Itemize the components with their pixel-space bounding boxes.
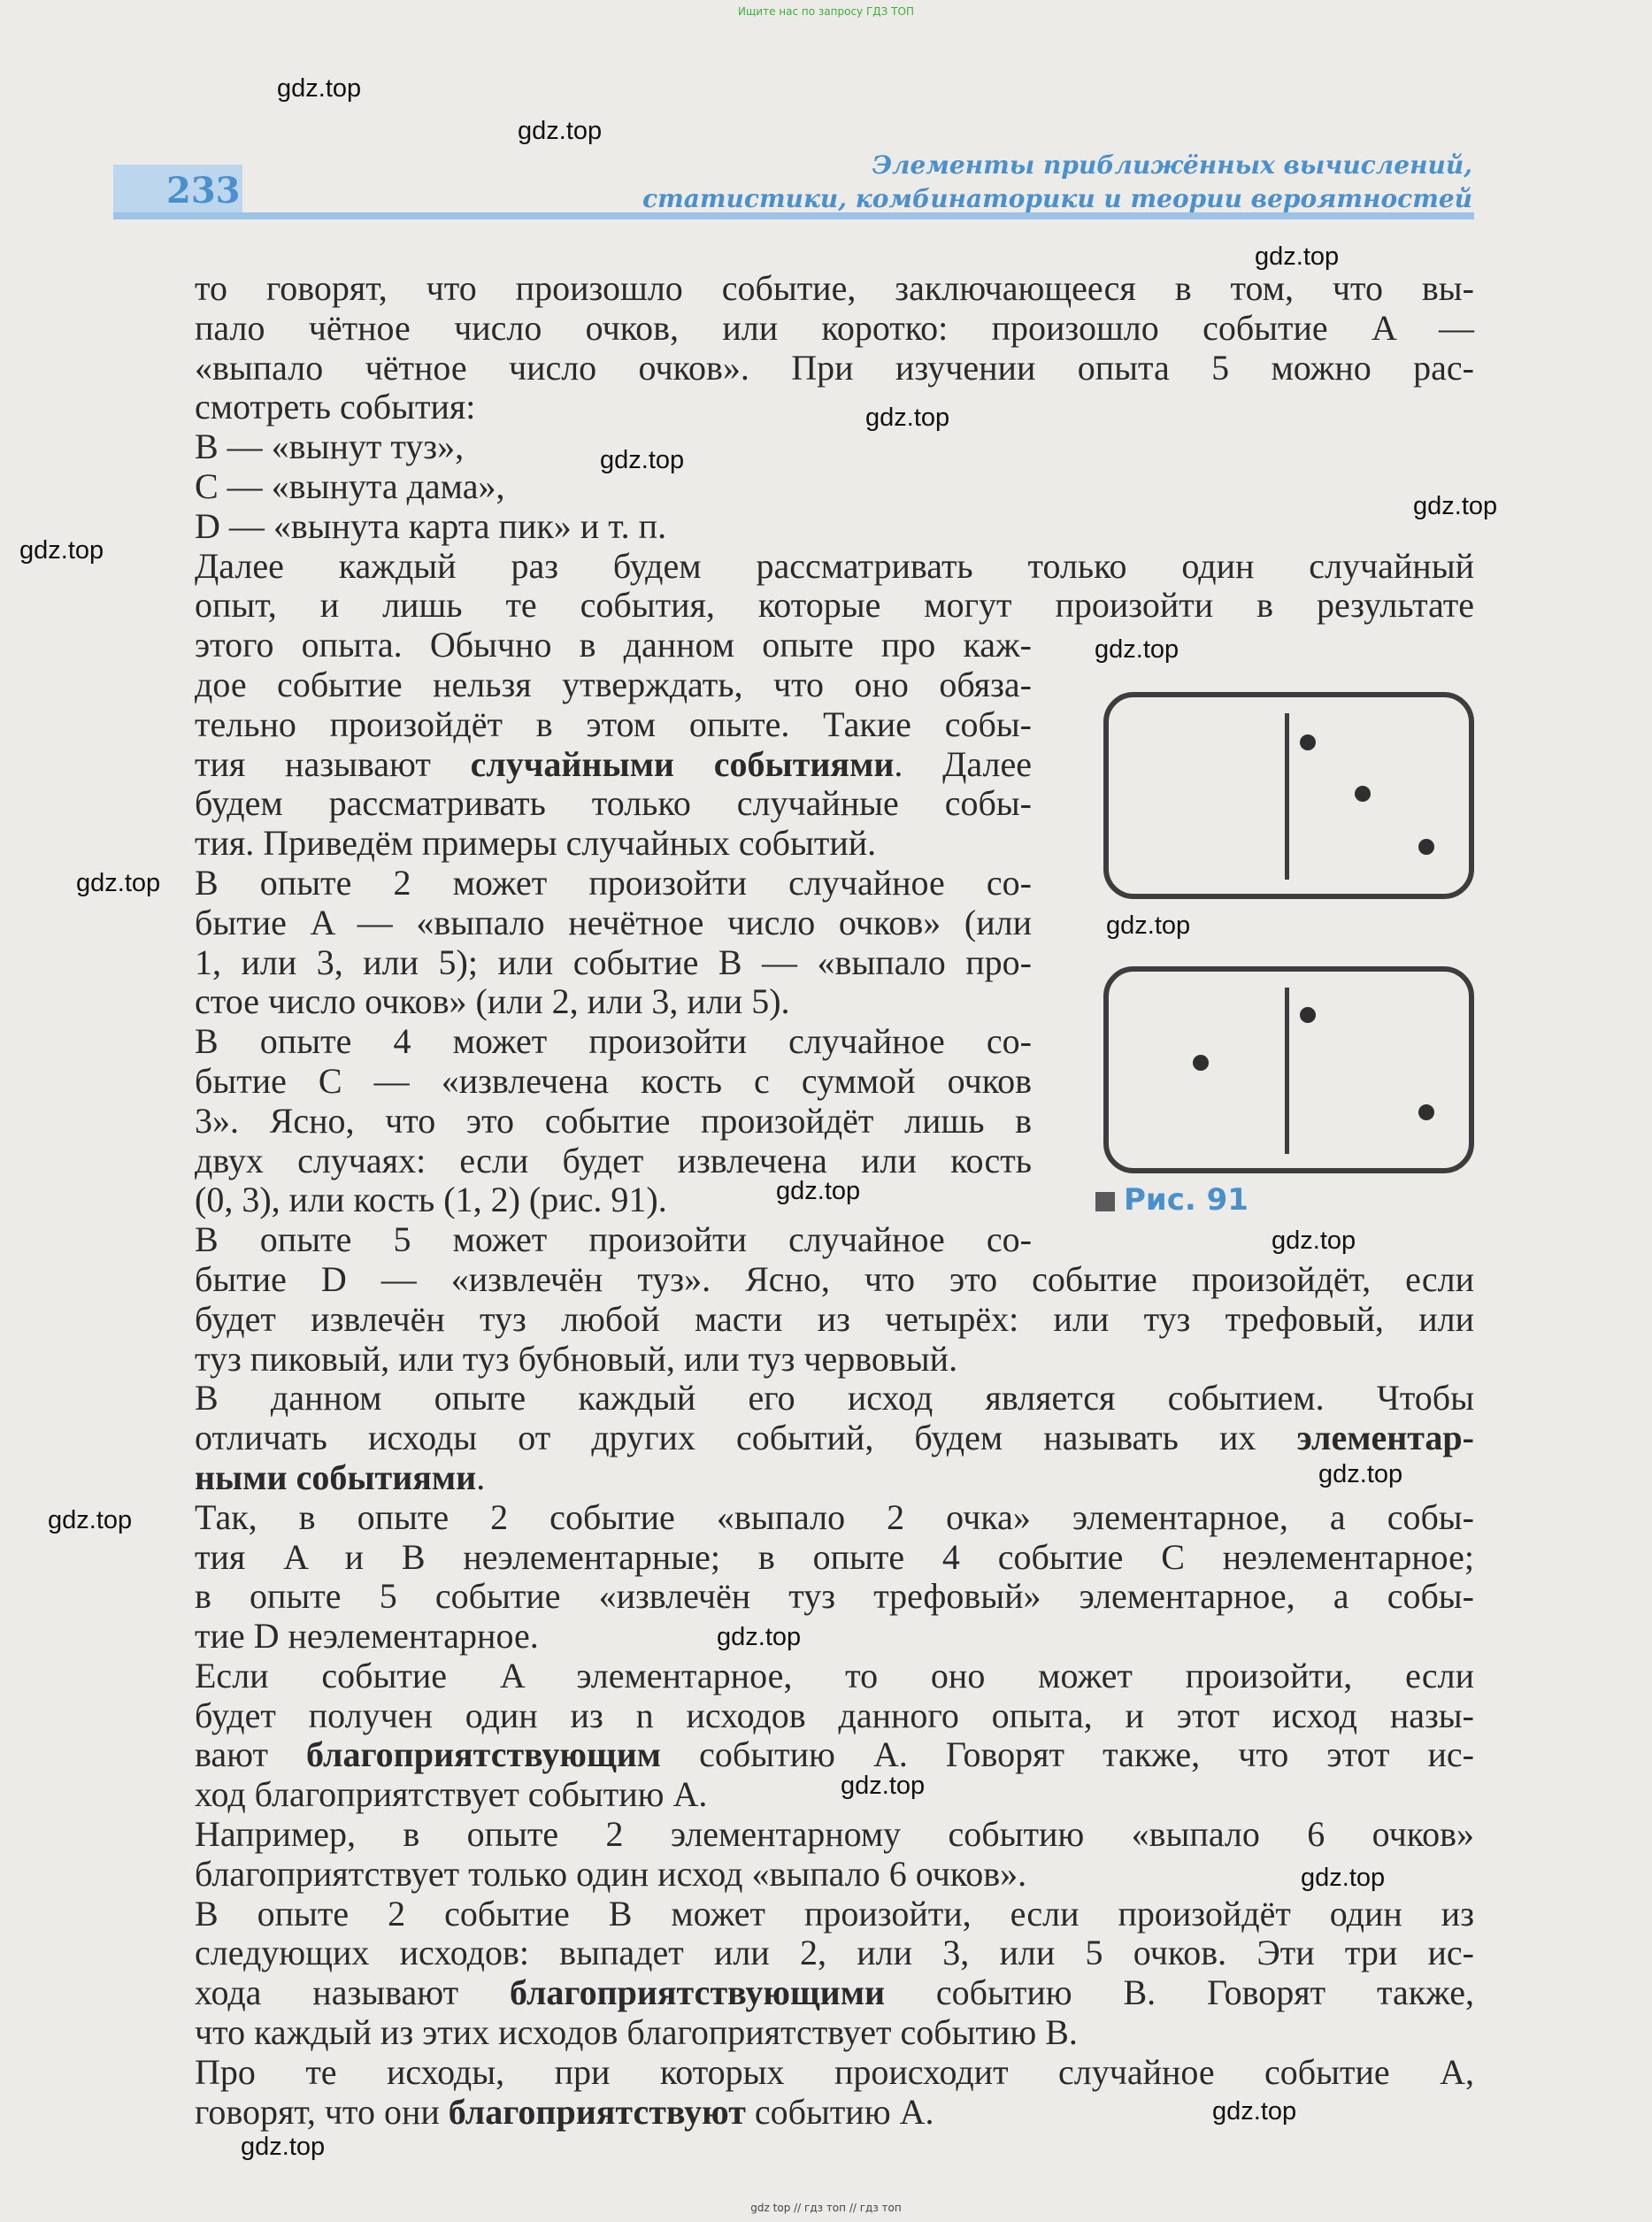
text-line: Далее каждый раз будем рассматривать только один случайный [195, 545, 1474, 586]
watermark: gdz.top [600, 446, 685, 474]
text-line [195, 1973, 1474, 2013]
text-line: бытие C — «извлечена кость с суммой очков [195, 1060, 1032, 1101]
text-line: В опыте 2 может произойти случайное со- [195, 862, 1032, 903]
text-line: (0, 3), или кость (1, 2) (рис. 91). [195, 1180, 667, 1220]
text-line: что каждый из этих исходов благоприятствует событию B. [195, 2012, 1078, 2053]
text-line: смотреть события: [195, 387, 476, 427]
text-span: событию A. Говорят также, что этот ис- [661, 1734, 1474, 1775]
text-line: дое событие нельзя утверждать, что оно обяза- [195, 664, 1032, 704]
watermark: gdz.top [1413, 492, 1498, 520]
watermark: gdz.top [1212, 2097, 1297, 2126]
domino-0-3 [1103, 692, 1474, 899]
domino-divider [1285, 713, 1289, 880]
text-line: то говорят, что произошло событие, заключающееся в том, что вы- [195, 268, 1474, 308]
text-span: хода называют [195, 1972, 510, 2013]
text-line [195, 1419, 1474, 1458]
watermark: gdz.top [841, 1772, 926, 1800]
text-line: Если событие A элементарное, то оно может произойти, если [195, 1655, 1474, 1695]
text-line: этого опыта. Обычно в данном опыте про каж- [195, 625, 1032, 665]
watermark: gdz.top [1106, 911, 1191, 940]
pip [1300, 734, 1316, 750]
term-bold: случайными событиями [470, 743, 895, 784]
text-line: следующих исходов: выпадет или 2, или 3, или 5 очков. Эти три ис- [195, 1933, 1474, 1973]
watermark: gdz.top [717, 1623, 802, 1651]
text-line: бытие A — «выпало нечётное число очков» (или [195, 902, 1032, 942]
running-head-line-1: Элементы приближённых вычислений, [872, 150, 1472, 180]
watermark: gdz.top [19, 536, 104, 565]
text-span: событию A. [745, 2091, 934, 2132]
domino-1-2 [1103, 966, 1474, 1173]
text-line: В опыте 5 может произойти случайное со- [195, 1219, 1032, 1260]
text-line: 1, или 3, или 5); или событие B — «выпало про- [195, 942, 1032, 982]
text-line: в опыте 5 событие «извлечён туз трефовый» элементарное, а собы- [195, 1576, 1474, 1617]
watermark: gdz.top [518, 117, 603, 145]
text-span: говорят, что они [195, 2091, 449, 2132]
watermark: gdz.top [1095, 635, 1179, 664]
text-line: В данном опыте каждый его исход является событием. Чтобы [195, 1378, 1474, 1419]
watermark: gdz.top [76, 869, 161, 897]
figure-caption [1095, 1182, 1249, 1218]
watermark: gdz.top [1301, 1864, 1386, 1892]
text-line: будем рассматривать только случайные собы- [195, 783, 1032, 824]
text-line: двух случаях: если будет извлечена или кость [195, 1140, 1032, 1180]
text-span: событию B. Говорят также, [885, 1972, 1474, 2013]
watermark: gdz.top [277, 74, 362, 103]
text-line: будет извлечён туз любой масти из четырёх: или туз трефовый, или [195, 1298, 1474, 1339]
pip [1418, 1104, 1434, 1120]
text-span: отличать исходы от других событий, будем называть их [195, 1418, 1297, 1458]
text-line: благоприятствует только один исход «выпало 6 очков». [195, 1853, 1027, 1894]
watermark: gdz.top [1318, 1460, 1403, 1488]
text-line: D — «вынута карта пик» и т. п. [195, 505, 667, 546]
text-line: опыт, и лишь те события, которые могут произойти в результате [195, 585, 1474, 626]
text-line: тия. Приведём примеры случайных событий. [195, 823, 877, 864]
text-line: ход благоприятствует событию A. [195, 1774, 708, 1815]
watermark: gdz.top [1255, 242, 1340, 271]
pip [1193, 1055, 1209, 1071]
text-line: 3». Ясно, что это событие произойдёт лишь в [195, 1100, 1032, 1141]
term-bold: благоприятствующим [306, 1734, 662, 1775]
term-bold: благоприятствующими [509, 1972, 885, 2013]
pip [1355, 786, 1371, 802]
text-line: туз пиковый, или туз бубновый, или туз червовый. [195, 1338, 958, 1379]
text-line: Про те исходы, при которых происходит случайное событие A, [195, 2051, 1474, 2092]
text-line: бытие D — «извлечён туз». Ясно, что это событие произойдёт, если [195, 1258, 1474, 1299]
bottom-banner: gdz top // гдз топ // гдз топ [750, 2202, 902, 2214]
text-line: пало чётное число очков, или коротко: произошло событие A — [195, 307, 1474, 348]
caption-square-icon [1095, 1192, 1115, 1211]
page-number: 233 [166, 170, 241, 211]
text-line: будет получен один из n исходов данного опыта, и этот исход назы- [195, 1695, 1474, 1735]
pip [1300, 1007, 1316, 1023]
term-bold: ными событиями [195, 1457, 477, 1497]
text-line: В опыте 4 может произойти случайное со- [195, 1021, 1032, 1062]
text-line [195, 1735, 1474, 1775]
text-line: стое число очков» (или 2, или 3, или 5). [195, 981, 790, 1022]
domino-divider [1285, 988, 1289, 1154]
watermark: gdz.top [865, 404, 950, 432]
text-line: Например, в опыте 2 элементарному событию «выпало 6 очков» [195, 1814, 1474, 1855]
text-line: тельно произойдёт в этом опыте. Такие собы- [195, 704, 1032, 744]
text-line: C — «вынута дама», [195, 465, 505, 506]
page-number-box [113, 165, 242, 212]
running-head [642, 149, 1472, 216]
figure-caption-text: Рис. 91 [1124, 1182, 1249, 1218]
text-span: . [476, 1457, 486, 1497]
text-line [195, 745, 1032, 785]
pip [1418, 839, 1434, 855]
running-head-line-2: статистики, комбинаторики и теории вероятностей [642, 184, 1472, 213]
text-line: тия A и B неэлементарные; в опыте 4 событие C неэлементарное; [195, 1536, 1474, 1577]
text-line: В опыте 2 событие B может произойти, если произойдёт один из [195, 1893, 1474, 1934]
top-banner: Ищите нас по запросу ГДЗ ТОП [738, 5, 914, 18]
text-line: тие D неэлементарное. [195, 1616, 539, 1657]
text-span: . Далее [894, 743, 1033, 784]
watermark: gdz.top [776, 1177, 861, 1205]
text-line: B — «вынут туз», [195, 427, 465, 467]
term-bold: элементар- [1296, 1418, 1474, 1458]
watermark: gdz.top [48, 1506, 133, 1534]
text-line [195, 1458, 1474, 1498]
text-span: тия называют [195, 743, 471, 784]
watermark: gdz.top [1272, 1226, 1356, 1255]
term-bold: благоприятствуют [448, 2091, 746, 2132]
text-line: Так, в опыте 2 событие «выпало 2 очка» элементарное, а собы- [195, 1496, 1474, 1537]
text-line: «выпало чётное число очков». При изучении опыта 5 можно рас- [195, 347, 1474, 388]
text-span: вают [195, 1734, 307, 1775]
watermark: gdz.top [241, 2133, 326, 2161]
